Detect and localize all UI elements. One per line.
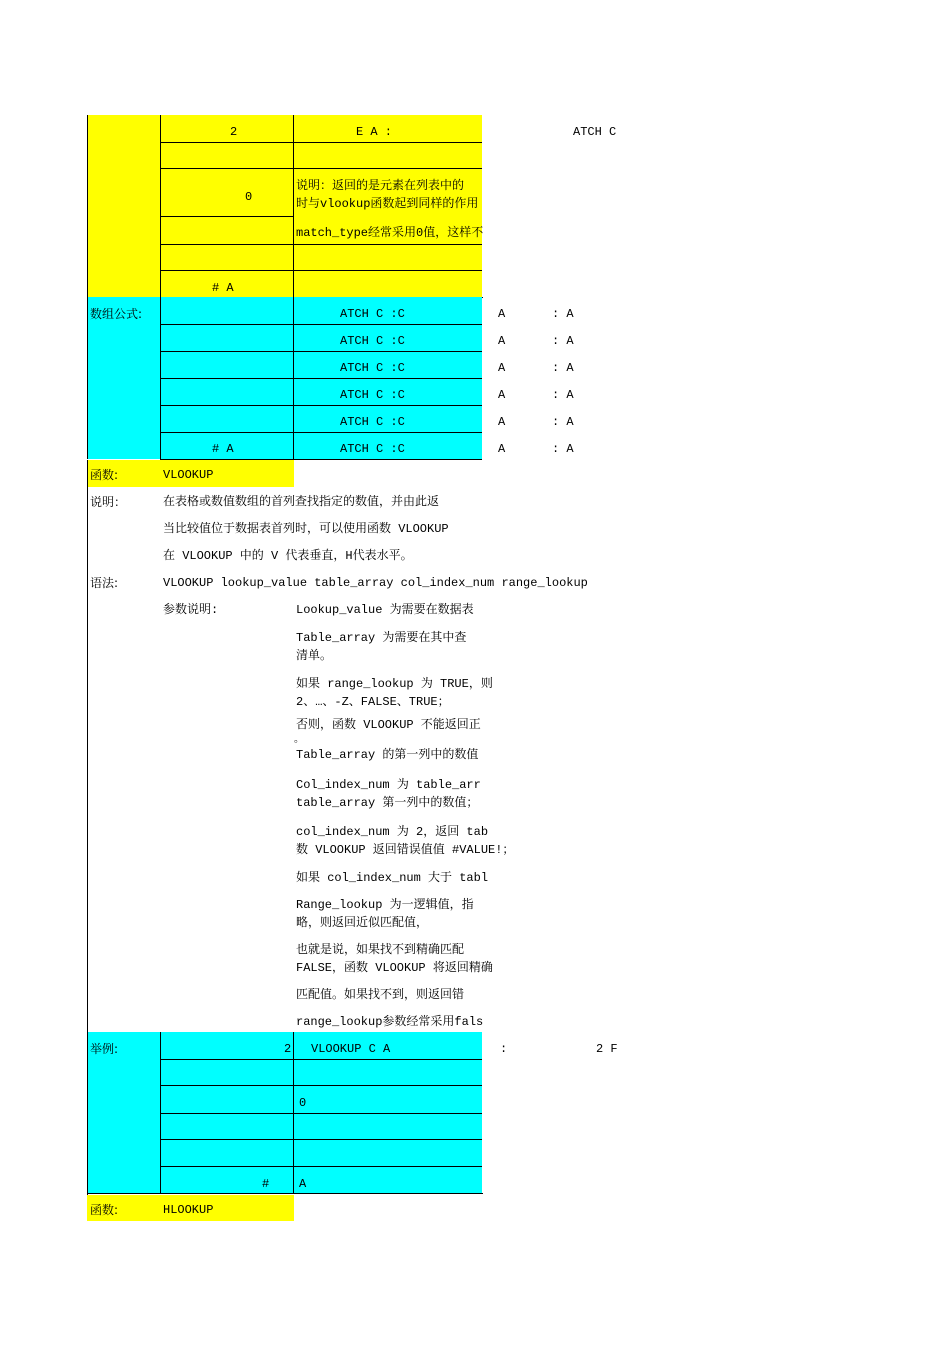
block2-row-d: A <box>498 334 506 348</box>
block1-label-fill <box>87 115 160 297</box>
block2-row-d: A <box>498 361 506 375</box>
vlookup-param-line: range_lookup参数经常采用fals <box>296 1015 484 1029</box>
vlookup-param-line: 2、…、-Z、FALSE、TRUE； <box>296 695 450 709</box>
block2-row-e: : A <box>552 307 574 321</box>
vlookup-param-line: 否则，函数 VLOOKUP 不能返回正 <box>296 718 481 732</box>
block2-label: 数组公式: <box>90 307 143 321</box>
block2-row-c: ATCH C :C <box>340 442 405 456</box>
block2-row-c: ATCH C :C <box>340 388 405 402</box>
example-row1-c: VLOOKUP C A <box>311 1042 391 1056</box>
vlookup-param-line: 数 VLOOKUP 返回错误值值 #VALUE!； <box>296 843 515 857</box>
vlookup-desc-line: 在表格或数值数组的首列查找指定的数值，并由此返 <box>163 495 440 509</box>
vlookup-desc-label: 说明： <box>90 495 127 509</box>
block2-row-c: ATCH C :C <box>340 307 405 321</box>
vlookup-syntax: VLOOKUP lookup_value table_array col_index_num range_lookup <box>163 576 588 590</box>
vlookup-param-line: Table_array 的第一列中的数值 <box>296 748 479 762</box>
block2-label-fill <box>87 297 160 459</box>
block1-row1-c: E A : <box>356 125 393 139</box>
block2-row-c: ATCH C :C <box>340 334 405 348</box>
block2-row-c: ATCH C :C <box>340 415 405 429</box>
vlookup-params-label: 参数说明: <box>163 603 219 617</box>
vlookup-param-line: 匹配值。如果找不到，则返回错 <box>296 988 465 1002</box>
block1-row3-b: 0 <box>245 190 253 204</box>
block1-note-line2: 时与vlookup函数起到同样的作用 <box>296 197 479 211</box>
example-row3-c: 0 <box>299 1096 307 1110</box>
block2-row-e: : A <box>552 334 574 348</box>
block2-row-e: : A <box>552 388 574 402</box>
vlookup-desc-line: 在 VLOOKUP 中的 V 代表垂直，H代表水平。 <box>163 549 413 563</box>
vlookup-func-name: VLOOKUP <box>163 468 214 482</box>
vlookup-param-line: Lookup_value 为需要在数据表 <box>296 603 474 617</box>
vlookup-param-line: FALSE，函数 VLOOKUP 将返回精确 <box>296 961 493 975</box>
block2-row-d: A <box>498 307 506 321</box>
block2-row-d: A <box>498 415 506 429</box>
example-label: 举例: <box>90 1042 119 1056</box>
block1-row4-note: match_type经常采用0值，这样不 <box>296 226 484 240</box>
example-row1-b: 2 <box>284 1042 292 1056</box>
block2-row-e: : A <box>552 361 574 375</box>
vlookup-syntax-label: 语法: <box>90 576 119 590</box>
vlookup-param-line: 如果 col_index_num 大于 tabl <box>296 871 489 885</box>
hlookup-func-label: 函数: <box>90 1203 119 1217</box>
block2-row-c: ATCH C :C <box>340 361 405 375</box>
block1-note-line1: 说明：返回的是元素在列表中的 <box>296 179 465 193</box>
vlookup-param-line: 。 <box>294 735 304 746</box>
block2-row-e: : A <box>552 442 574 456</box>
example-row5-b: # <box>262 1177 270 1191</box>
vlookup-param-line: table_array 第一列中的数值； <box>296 796 479 810</box>
vlookup-param-line: Range_lookup 为一逻辑值，指 <box>296 898 474 912</box>
vlookup-func-label: 函数: <box>90 468 119 482</box>
hlookup-func-name: HLOOKUP <box>163 1203 214 1217</box>
block2-row-d: A <box>498 388 506 402</box>
block1-row1-right: ATCH C <box>573 125 617 139</box>
example-row1-f: 2 F <box>596 1042 618 1056</box>
example-row1-d: : <box>500 1042 508 1056</box>
example-row5-c: A <box>299 1177 307 1191</box>
vlookup-param-line: Col_index_num 为 table_arr <box>296 778 481 792</box>
vlookup-param-line: 清单。 <box>296 649 333 663</box>
block2-row-d: A <box>498 442 506 456</box>
vlookup-param-line: col_index_num 为 2，返回 tab <box>296 825 489 839</box>
vlookup-desc-line: 当比较值位于数据表首列时，可以使用函数 VLOOKUP <box>163 522 449 536</box>
vlookup-param-line: Table_array 为需要在其中查 <box>296 631 467 645</box>
block2-row-b: # A <box>212 442 234 456</box>
vlookup-param-line: 也就是说，如果找不到精确匹配 <box>296 943 465 957</box>
block1-row6-b: # A <box>212 281 234 295</box>
example-label-fill <box>87 1032 160 1193</box>
vlookup-param-line: 如果 range_lookup 为 TRUE，则 <box>296 677 493 691</box>
block2-row-e: : A <box>552 415 574 429</box>
vlookup-param-line: 略，则返回近似匹配值， <box>296 916 429 930</box>
block1-row1-b: 2 <box>230 125 238 139</box>
